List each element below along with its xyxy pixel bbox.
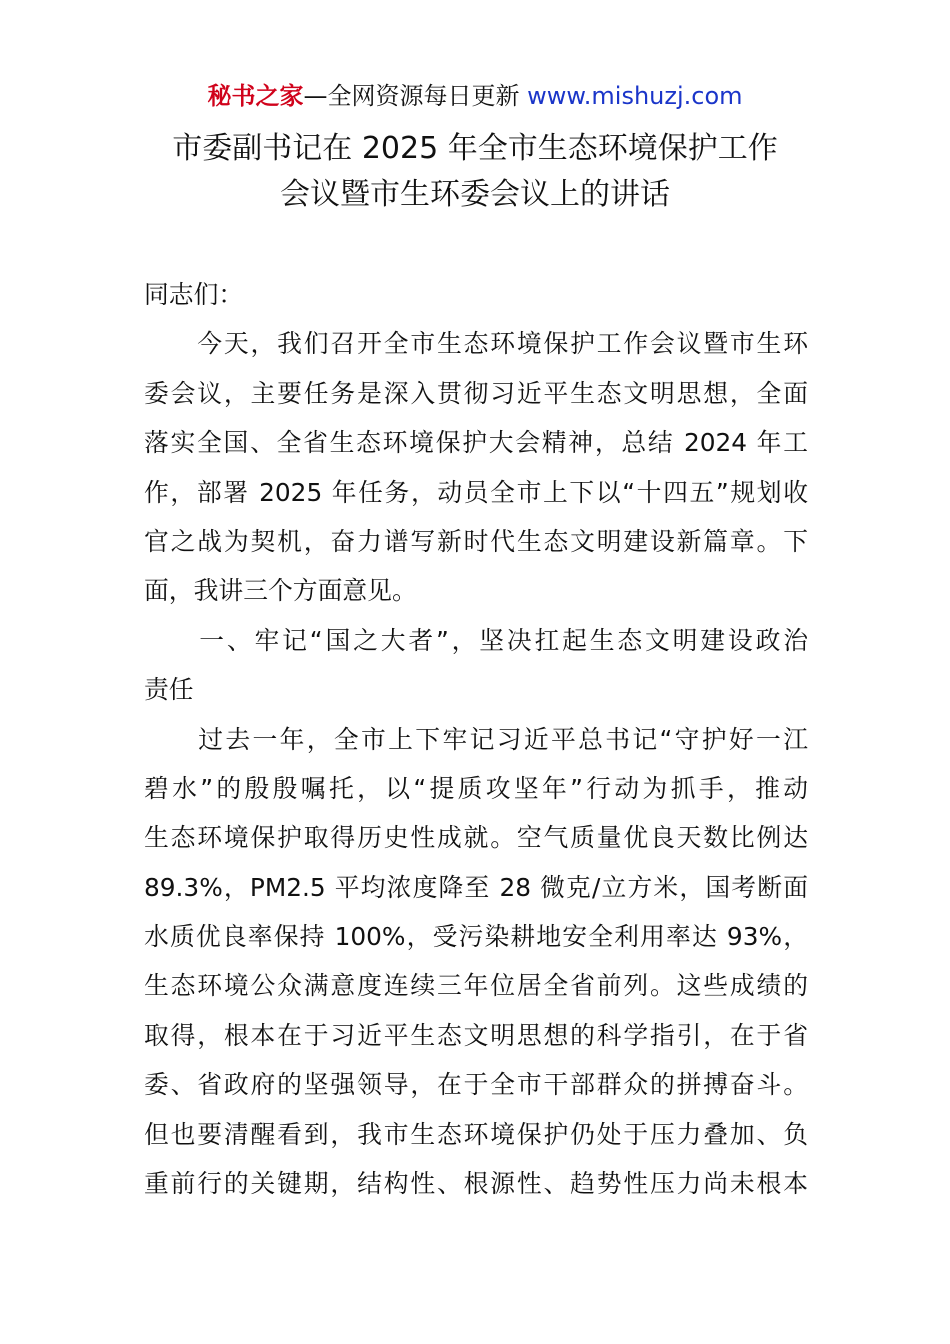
section-heading-line: 责任 <box>144 675 194 705</box>
body-line: 生态环境保护取得历史性成就。空气质量优良天数比例达 <box>144 823 808 853</box>
body-line: 取得，根本在于习近平生态文明思想的科学指引，在于省 <box>144 1020 808 1050</box>
body-line: 89.3%，PM2.5 平均浓度降至 28 微克/立方米，国考断面 <box>144 872 808 902</box>
body-line: 委、省政府的坚强领导，在于全市干部群众的拼搏奋斗。 <box>144 1070 808 1100</box>
section-heading-line: 一、牢记“国之大者”，坚决扛起生态文明建设政治 <box>144 625 808 655</box>
body-line: 今天，我们召开全市生态环境保护工作会议暨市生环 <box>144 329 808 359</box>
body-line: 委会议，主要任务是深入贯彻习近平生态文明思想，全面 <box>144 378 808 408</box>
body-line: 过去一年，全市上下牢记习近平总书记“守护好一江 <box>144 724 808 754</box>
body-line: 重前行的关键期，结构性、根源性、趋势性压力尚未根本 <box>144 1169 808 1199</box>
body-line: 落实全国、全省生态环境保护大会精神，总结 2024 年工 <box>144 428 808 458</box>
body-line: 面，我讲三个方面意见。 <box>144 576 417 606</box>
document-body <box>144 270 808 1208</box>
body-line: 作，部署 2025 年任务，动员全市上下以“十四五”规划收 <box>144 477 808 507</box>
body-line: 生态环境公众满意度连续三年位居全省前列。这些成绩的 <box>144 971 808 1001</box>
title-line: 市委副书记在 2025 年全市生态环境保护工作 <box>172 131 778 166</box>
body-line: 但也要清醒看到，我市生态环境保护仍处于压力叠加、负 <box>144 1119 808 1149</box>
banner-tagline: 全网资源每日更新 <box>327 82 528 110</box>
salutation: 同志们： <box>144 280 244 309</box>
site-banner <box>0 80 950 112</box>
site-url[interactable]: www.mishuzj.com <box>527 82 743 110</box>
body-line: 碧水”的殷殷嘱托，以“提质攻坚年”行动为抓手，推动 <box>144 773 808 803</box>
body-line: 官之战为契机，奋力谱写新时代生态文明建设新篇章。下 <box>144 526 808 556</box>
title-line: 会议暨市生环委会议上的讲话 <box>280 177 670 212</box>
banner-separator: — <box>303 82 328 110</box>
brand-name: 秘书之家 <box>207 82 304 110</box>
document-title <box>0 126 950 218</box>
body-line: 水质优良率保持 100%，受污染耕地安全利用率达 93%， <box>144 922 808 952</box>
